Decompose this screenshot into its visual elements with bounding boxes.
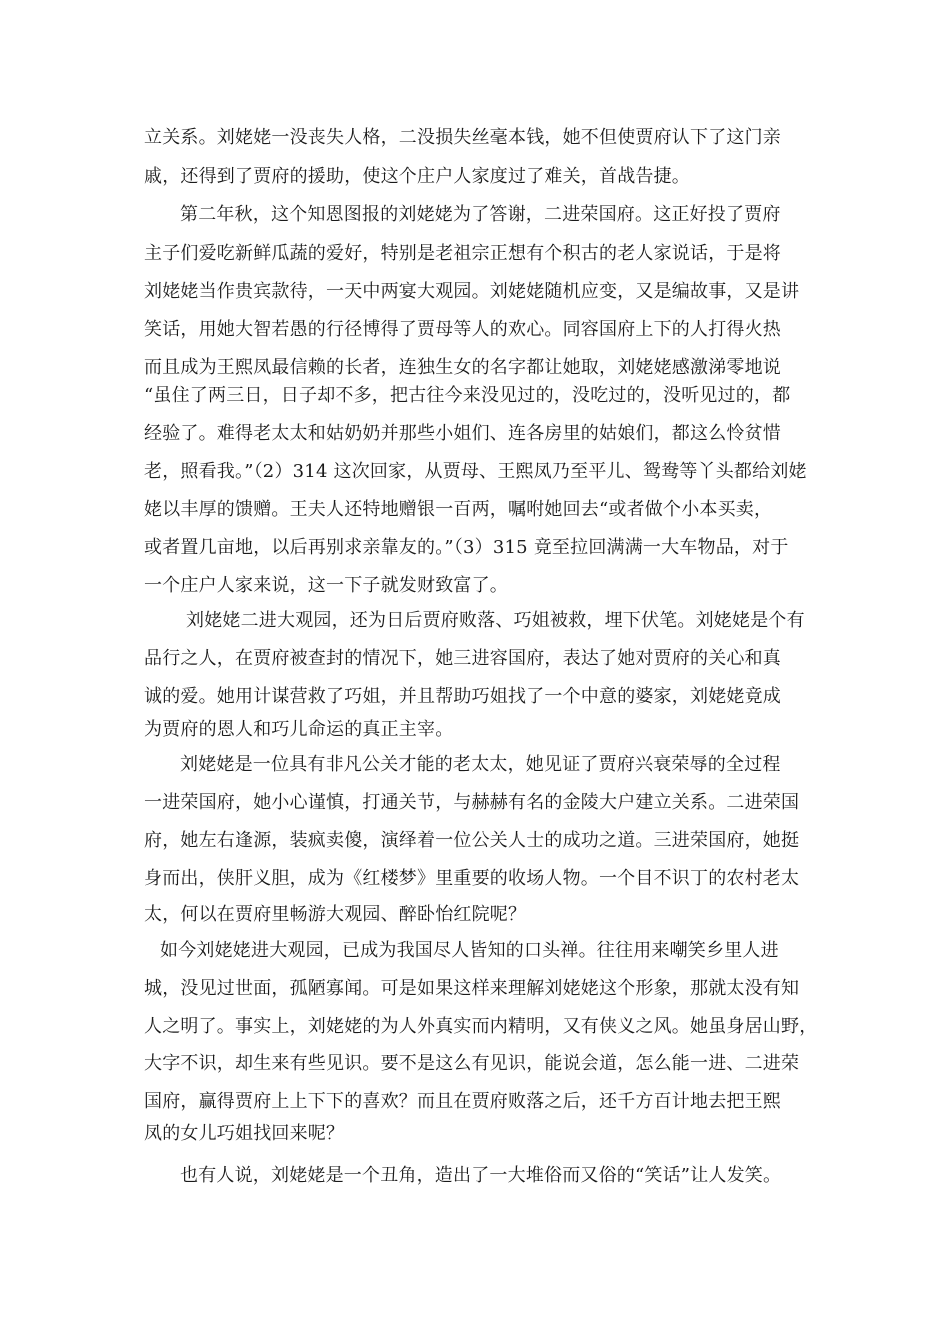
text-line: 太，何以在贾府里畅游大观园、醉卧怡红院呢？ — [144, 904, 527, 925]
text-line: 老，照看我。”（2）314 这次回家，从贾母、王熙凤乃至平儿、鸳鸯等丫头都给刘姥 — [144, 461, 807, 482]
text-line: 主子们爱吃新鲜瓜蔬的爱好，特别是老祖宗正想有个积古的老人家说话，于是将 — [144, 243, 781, 264]
text-line: 府，她左右逢源，装疯卖傻，演绎着一位公关人士的成功之道。三进荣国府，她挺 — [144, 830, 800, 851]
text-line: 诚的爱。她用计谋营救了巧姐，并且帮助巧姐找了一个中意的婆家，刘姥姥竟成 — [144, 686, 781, 707]
text-line: 城，没见过世面，孤陋寡闻。可是如果这样来理解刘姥姥这个形象，那就太没有知 — [144, 978, 800, 999]
text-line: 品行之人，在贾府被查封的情况下，她三进容国府，表达了她对贾府的关心和真 — [144, 648, 781, 669]
text-line: 为贾府的恩人和巧儿命运的真正主宰。 — [144, 719, 454, 740]
text-line: 经验了。难得老太太和姑奶奶并那些小姐们、连各房里的姑娘们，都这么怜贫惜 — [144, 423, 781, 444]
text-line: 凤的女儿巧姐找回来呢？ — [144, 1123, 345, 1144]
text-line: 一个庄户人家来说，这一下子就发财致富了。 — [144, 575, 508, 596]
text-line: 刘姥姥二进大观园，还为日后贾府败落、巧姐被救，埋下伏笔。刘姥姥是个有 — [186, 610, 805, 631]
text-line: 一进荣国府，她小心谨慎，打通关节，与赫赫有名的金陵大户建立关系。二进荣国 — [144, 792, 800, 813]
text-line: 身而出，侠肝义胆，成为《红楼梦》里重要的收场人物。一个目不识丁的农村老太 — [144, 868, 800, 889]
text-line: 刘姥姥是一位具有非凡公关才能的老太太，她见证了贾府兴衰荣辱的全过程 — [180, 754, 781, 775]
text-line: 也有人说，刘姥姥是一个丑角，造出了一大堆俗而又俗的“笑话”让人发笑。 — [180, 1165, 782, 1186]
text-line: 人之明了。事实上，刘姥姥的为人外真实而内精明，又有侠义之风。她虽身居山野， — [144, 1016, 818, 1037]
text-line: 或者置几亩地，以后再别求亲靠友的。”（3）315 竟至拉回满满一大车物品，对于 — [144, 537, 789, 558]
text-line: 第二年秋，这个知恩图报的刘姥姥为了答谢，二进荣国府。这正好投了贾府 — [180, 204, 781, 225]
text-line: 立关系。刘姥姥一没丧失人格，二没损失丝毫本钱，她不但使贾府认下了这门亲 — [144, 127, 781, 148]
text-line: 如今刘姥姥进大观园，已成为我国尽人皆知的口头禅。往往用来嘲笑乡里人进 — [160, 940, 779, 961]
text-line: 戚，还得到了贾府的援助，使这个庄户人家度过了难关，首战告捷。 — [144, 166, 690, 187]
text-line: 刘姥姥当作贵宾款待，一天中两宴大观园。刘姥姥随机应变，又是编故事，又是讲 — [144, 281, 800, 302]
text-line: 姥以丰厚的馈赠。王夫人还特地赠银一百两，嘱咐她回去“或者做个小本买卖， — [144, 499, 773, 520]
text-line: 而且成为王熙凤最信赖的长者，连独生女的名字都让她取，刘姥姥感激涕零地说 — [144, 357, 781, 378]
text-line: 大字不识，却生来有些见识。要不是这么有见识，能说会道，怎么能一进、二进荣 — [144, 1053, 800, 1074]
text-line: 笑话，用她大智若愚的行径博得了贾母等人的欢心。同容国府上下的人打得火热 — [144, 319, 781, 340]
text-line: “虽住了两三日，日子却不多，把古往今来没见过的，没吃过的，没听见过的，都 — [144, 385, 791, 406]
text-line: 国府，赢得贾府上上下下的喜欢？而且在贾府败落之后，还千方百计地去把王熙 — [144, 1091, 781, 1112]
